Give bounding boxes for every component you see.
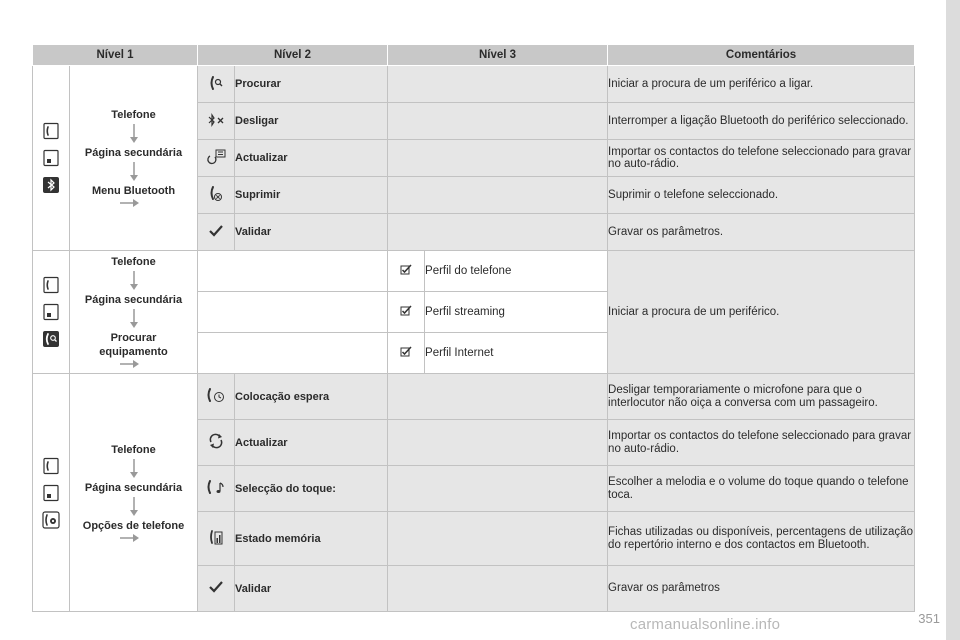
arrow-down-icon	[129, 497, 139, 517]
level2-label: Estado memória	[235, 512, 388, 566]
level3-empty	[388, 177, 608, 214]
level2-label: Selecção do toque:	[235, 466, 388, 512]
comment-cell: Fichas utilizadas ou disponíveis, percentagens de utilização do repertório interno e dos contactos em Bluetooth.	[608, 512, 915, 566]
level2-icon-cell	[198, 214, 235, 251]
level1-icons	[33, 251, 70, 374]
header-comments: Comentários	[608, 45, 915, 66]
level2-label: Validar	[235, 214, 388, 251]
checkmark-icon	[209, 581, 223, 593]
path-step: Página secundária	[84, 147, 183, 159]
header-level-3: Nível 3	[388, 45, 608, 66]
path-step: Procurar equipamento	[99, 332, 168, 358]
level2-icon-cell	[198, 140, 235, 177]
level1-icons	[33, 374, 70, 612]
comment-cell: Iniciar a procura de um periférico.	[608, 251, 915, 374]
level2-label: Actualizar	[235, 140, 388, 177]
level1-path	[70, 66, 198, 251]
comment-cell: Desligar temporariamente o microfone para que o interlocutor não oiça a conversa com um passageiro.	[608, 374, 915, 420]
phone-icon	[42, 122, 60, 140]
path-step: Telefone	[111, 256, 156, 268]
level3-empty	[388, 512, 608, 566]
delete-device-icon	[208, 185, 224, 203]
path-step: Página secundária	[84, 481, 183, 494]
level2-label: Procurar	[235, 66, 388, 103]
level3-empty	[388, 420, 608, 466]
path-step: Telefone	[111, 443, 156, 456]
header-level-2: Nível 2	[198, 45, 388, 66]
arrow-right-icon	[120, 359, 140, 369]
level3-icon-cell	[388, 292, 425, 333]
comment-cell: Gravar os parâmetros	[608, 566, 915, 612]
comment-cell: Suprimir o telefone seleccionado.	[608, 177, 915, 214]
level2-empty	[198, 292, 388, 333]
level2-label: Suprimir	[235, 177, 388, 214]
checkbox-icon	[400, 264, 412, 276]
level1-path	[70, 374, 198, 612]
level3-empty	[388, 374, 608, 420]
header-level-1: Nível 1	[33, 45, 198, 66]
level1-icons	[33, 66, 70, 251]
phone-options-icon	[42, 511, 60, 529]
comment-cell: Importar os contactos do telefone seleccionado para gravar no auto-rádio.	[608, 140, 915, 177]
checkbox-icon	[400, 346, 412, 358]
level2-icon-cell	[198, 512, 235, 566]
call-hold-icon	[206, 387, 226, 403]
checkmark-icon	[209, 225, 223, 237]
search-device-icon	[42, 330, 60, 348]
refresh-icon	[208, 433, 224, 449]
level1-path	[70, 251, 198, 374]
arrow-down-icon	[129, 271, 139, 291]
level3-label: Perfil streaming	[425, 292, 608, 333]
level3-empty	[388, 214, 608, 251]
level3-icon-cell	[388, 251, 425, 292]
arrow-right-icon	[120, 198, 140, 208]
level2-label: Actualizar	[235, 420, 388, 466]
search-device-icon	[208, 75, 224, 91]
comment-cell: Escolher a melodia e o volume do toque quando o telefone toca.	[608, 466, 915, 512]
comment-cell: Gravar os parâmetros.	[608, 214, 915, 251]
level2-icon-cell	[198, 374, 235, 420]
secondary-page-icon	[42, 484, 60, 502]
table-header-row	[33, 45, 915, 66]
path-step: Página secundária	[84, 294, 183, 306]
level2-icon-cell	[198, 103, 235, 140]
page-number: 351	[918, 611, 940, 626]
arrow-right-icon	[120, 533, 140, 543]
path-step: Opções de telefone	[82, 519, 185, 532]
level3-empty	[388, 103, 608, 140]
level3-empty	[388, 66, 608, 103]
level2-icon-cell	[198, 466, 235, 512]
path-step: Telefone	[111, 109, 156, 121]
arrow-down-icon	[129, 459, 139, 479]
level2-icon-cell	[198, 420, 235, 466]
phone-icon	[42, 276, 60, 294]
level3-icon-cell	[388, 333, 425, 374]
level2-icon-cell	[198, 66, 235, 103]
refresh-contacts-icon	[206, 149, 226, 165]
level2-label: Desligar	[235, 103, 388, 140]
arrow-down-icon	[129, 309, 139, 329]
bluetooth-icon	[42, 176, 60, 194]
phone-icon	[42, 457, 60, 475]
ringtone-icon	[206, 479, 226, 495]
table-row	[33, 66, 915, 103]
level2-label: Validar	[235, 566, 388, 612]
level2-label: Colocação espera	[235, 374, 388, 420]
level3-label: Perfil do telefone	[425, 251, 608, 292]
level3-label: Perfil Internet	[425, 333, 608, 374]
menu-table	[32, 44, 915, 612]
arrow-down-icon	[129, 162, 139, 182]
secondary-page-icon	[42, 303, 60, 321]
level2-empty	[198, 251, 388, 292]
level3-empty	[388, 566, 608, 612]
table-row	[33, 251, 915, 292]
table-row	[33, 374, 915, 420]
level2-icon-cell	[198, 177, 235, 214]
path-step: Menu Bluetooth	[91, 185, 176, 197]
secondary-page-icon	[42, 149, 60, 167]
level2-empty	[198, 333, 388, 374]
level3-empty	[388, 140, 608, 177]
bluetooth-disconnect-icon	[207, 113, 225, 127]
page-edge-bar	[946, 0, 960, 640]
memory-status-icon	[208, 528, 224, 546]
comment-cell: Iniciar a procura de um periférico a ligar.	[608, 66, 915, 103]
level3-empty	[388, 466, 608, 512]
comment-cell: Interromper a ligação Bluetooth do periférico seleccionado.	[608, 103, 915, 140]
level2-icon-cell	[198, 566, 235, 612]
checkbox-icon	[400, 305, 412, 317]
arrow-down-icon	[129, 124, 139, 144]
comment-cell: Importar os contactos do telefone seleccionado para gravar no auto-rádio.	[608, 420, 915, 466]
watermark: carmanualsonline.info	[630, 616, 781, 633]
